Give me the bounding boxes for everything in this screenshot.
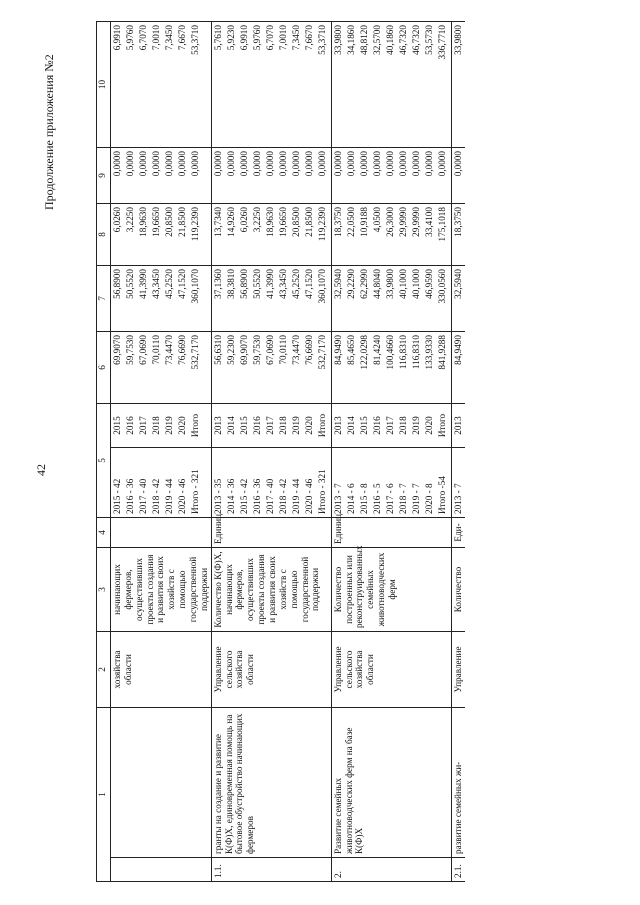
federal-amount: 43,3450 <box>277 269 288 299</box>
year: 2017 <box>384 416 395 435</box>
table-row <box>111 22 212 882</box>
total-amount: 59,7530 <box>251 335 262 365</box>
total-amount: 116,8310 <box>397 335 408 370</box>
year: 2018 <box>151 416 161 435</box>
year: 2013 <box>212 416 223 435</box>
other-amount: 48,8120 <box>358 25 369 55</box>
regional-amount: 21,8500 <box>303 207 314 237</box>
regional-amount: 119,2390 <box>190 207 200 242</box>
plan-value: 2020 - 46 <box>177 478 187 514</box>
year: 2016 <box>125 416 135 435</box>
col-header-7: 7 <box>97 266 111 332</box>
regional-amount: 26,3000 <box>384 207 395 237</box>
local-amount: 0,0000 <box>190 151 200 177</box>
page-number: 42 <box>34 464 48 476</box>
federal-amount: 29,2290 <box>345 269 356 299</box>
federal-amount: 45,2520 <box>290 269 301 299</box>
plan-value: 2019 - 44 <box>290 478 301 514</box>
rotated-table-wrapper <box>96 22 536 882</box>
local-amount: 0,0000 <box>112 151 122 177</box>
plan-value: 2014 - 6 <box>345 483 356 514</box>
regional-amount: 19,6650 <box>151 207 161 237</box>
local-amount: 0,0000 <box>290 151 301 177</box>
other-amount: 7,6670 <box>177 25 187 51</box>
other-amount: 5,9230 <box>225 25 236 51</box>
regional-amount: 14,9260 <box>225 207 236 237</box>
plan-value: 2018 - 7 <box>397 483 408 514</box>
year: 2013 <box>332 416 343 435</box>
item-number: 2.1. <box>451 858 464 882</box>
other-amount: 7,0010 <box>277 25 288 51</box>
total-amount: 532,7170 <box>316 335 327 370</box>
other-amount: 33,9800 <box>451 22 464 148</box>
year: 2019 <box>410 416 421 435</box>
col-header-10: 10 <box>97 22 111 148</box>
col-header-2: 2 <box>97 632 111 708</box>
col-header-4: 4 <box>97 518 111 548</box>
total-amount: 841,9288 <box>436 335 447 370</box>
col-header-5: 5 <box>97 404 111 518</box>
year: 2014 <box>225 416 236 435</box>
federal-amount: 40,1000 <box>397 269 408 299</box>
regional-amount: 19,6650 <box>277 207 288 237</box>
measure-name: Развитие семейных животноводческих ферм на базе К(Ф)Х <box>331 708 451 858</box>
total-amount: 84,9490 <box>332 335 343 365</box>
unit-cell: Единиц <box>331 518 451 548</box>
federal-amount: 360,1070 <box>316 269 327 304</box>
item-number: 1.1. <box>211 858 331 882</box>
total-amount: 73,4470 <box>164 335 174 365</box>
unit-cell: Еди- <box>451 518 464 548</box>
federal-amount: 45,2520 <box>164 269 174 299</box>
executor-cell: Управление сельского хозяйства области <box>211 632 331 708</box>
year: 2015 <box>358 416 369 435</box>
other-amount: 6,9910 <box>112 25 122 51</box>
appendix-continuation-note: Продолжение приложения №2 <box>42 54 56 210</box>
local-amount: 0,0000 <box>164 151 174 177</box>
year: 2020 <box>177 416 187 435</box>
local-amount: 0,0000 <box>345 151 356 177</box>
other-amount: 7,0010 <box>151 25 161 51</box>
local-amount: 0,0000 <box>423 151 434 177</box>
regional-amount: 18,3750 <box>332 207 343 237</box>
regional-amount: 10,9188 <box>358 207 369 237</box>
plan-value: 2017 - 6 <box>384 483 395 514</box>
local-amount: 0,0000 <box>410 151 421 177</box>
plan-value: 2019 - 7 <box>410 483 421 514</box>
table-row <box>211 22 331 882</box>
local-amount: 0,0000 <box>264 151 275 177</box>
plan-total: Итого -54 <box>436 476 447 514</box>
year-total: Итого <box>436 413 447 438</box>
total-amount: 532,7170 <box>190 335 200 370</box>
regional-amount: 3,2250 <box>125 207 135 233</box>
indicator-cell: Количество К(Ф)Х, начинающих фермеров, осуществивших проекты создания и развития своих хозяйств с помощью государственной поддержки <box>211 548 331 632</box>
federal-amount: 47,1520 <box>177 269 187 299</box>
plan-value: 2020 - 46 <box>303 478 314 514</box>
other-amount: 33,9800 <box>332 25 343 55</box>
regional-amount: 4,0500 <box>371 207 382 233</box>
other-amount: 7,3450 <box>290 25 301 51</box>
plan-total: Итого - 321 <box>316 469 327 514</box>
plan-value: 2020 - 8 <box>423 483 434 514</box>
other-amount: 7,6670 <box>303 25 314 51</box>
total-amount: 73,4470 <box>290 335 301 365</box>
local-amount: 0,0000 <box>436 151 447 177</box>
total-amount: 67,0690 <box>264 335 275 365</box>
measure-name: гранты на создание и развитие К(Ф)Х, единовременная помощь на бытовое обустройство начинающих фермеров <box>211 708 331 858</box>
other-amount: 5,9760 <box>251 25 262 51</box>
executor-cell: хозяйства области <box>111 632 212 708</box>
local-amount: 0,0000 <box>332 151 343 177</box>
total-amount: 84,9490 <box>451 332 464 404</box>
year: 2017 <box>138 416 148 435</box>
regional-amount: 20,8500 <box>164 207 174 237</box>
other-amount: 7,3450 <box>164 25 174 51</box>
regional-amount: 22,0500 <box>345 207 356 237</box>
unit-cell: Единиц <box>211 518 331 548</box>
plan-value: 2018 - 42 <box>151 478 161 514</box>
federal-amount: 56,8900 <box>112 269 122 299</box>
federal-amount: 62,2990 <box>358 269 369 299</box>
other-amount: 40,1860 <box>384 25 395 55</box>
measure-name: развитие семейных жи- <box>451 708 464 858</box>
other-amount: 6,7070 <box>138 25 148 51</box>
federal-amount: 32,5940 <box>451 266 464 332</box>
local-amount: 0,0000 <box>277 151 288 177</box>
year: 2016 <box>251 416 262 435</box>
plan-value: 2017 - 40 <box>138 478 148 514</box>
column-number-row <box>97 22 111 882</box>
local-amount: 0,0000 <box>371 151 382 177</box>
plan-value: 2015 - 42 <box>238 478 249 514</box>
total-amount: 116,8310 <box>410 335 421 370</box>
other-amount: 34,1860 <box>345 25 356 55</box>
col-header-3: 3 <box>97 548 111 632</box>
col-header-1: 1 <box>97 708 111 882</box>
other-amount: 53,3710 <box>190 25 200 55</box>
federal-amount: 47,1520 <box>303 269 314 299</box>
other-amount: 46,7320 <box>410 25 421 55</box>
regional-amount: 6,0260 <box>238 207 249 233</box>
executor-cell: Управление <box>451 632 464 708</box>
regional-amount: 18,3750 <box>451 204 464 266</box>
regional-amount: 6,0260 <box>112 207 122 233</box>
plan-value: 2018 - 42 <box>277 478 288 514</box>
total-amount: 81,4240 <box>371 335 382 365</box>
regional-amount: 3,2250 <box>251 207 262 233</box>
year: 2019 <box>290 416 301 435</box>
year: 2019 <box>164 416 174 435</box>
total-amount: 85,4650 <box>345 335 356 365</box>
col-header-6: 6 <box>97 332 111 404</box>
regional-amount: 33,4100 <box>423 207 434 237</box>
federal-amount: 38,3810 <box>225 269 236 299</box>
local-amount: 0,0000 <box>384 151 395 177</box>
plan-value: 2016 - 36 <box>125 478 135 514</box>
regional-amount: 20,8500 <box>290 207 301 237</box>
regional-amount: 175,1018 <box>436 207 447 242</box>
regional-amount: 18,9630 <box>264 207 275 237</box>
federal-amount: 37,1360 <box>212 269 223 299</box>
federal-amount: 44,8040 <box>371 269 382 299</box>
local-amount: 0,0000 <box>397 151 408 177</box>
regional-amount: 29,9990 <box>410 207 421 237</box>
other-amount: 53,5730 <box>423 25 434 55</box>
col-header-9: 9 <box>97 148 111 204</box>
regional-amount: 119,2390 <box>316 207 327 242</box>
regional-amount: 29,9990 <box>397 207 408 237</box>
local-amount: 0,0000 <box>177 151 187 177</box>
year-total: Итого <box>190 413 200 438</box>
regional-amount: 18,9630 <box>138 207 148 237</box>
year: 2017 <box>264 416 275 435</box>
federal-amount: 50,5520 <box>251 269 262 299</box>
local-amount: 0,0000 <box>225 151 236 177</box>
other-amount: 53,3710 <box>316 25 327 55</box>
table-row <box>451 22 464 882</box>
year: 2013 <box>451 404 464 448</box>
federal-amount: 330,0560 <box>436 269 447 304</box>
local-amount: 0,0000 <box>358 151 369 177</box>
local-amount: 0,0000 <box>212 151 223 177</box>
year: 2020 <box>423 416 434 435</box>
federal-amount: 56,8900 <box>238 269 249 299</box>
local-amount: 0,0000 <box>251 151 262 177</box>
total-amount: 56,6310 <box>212 335 223 365</box>
plan-value: 2019 - 44 <box>164 478 174 514</box>
local-amount: 0,0000 <box>451 148 464 204</box>
budget-table <box>96 21 465 882</box>
table-row <box>331 22 451 882</box>
indicator-cell: Количество построенных или реконструированных семейных животноводческих ферм <box>331 548 451 632</box>
year: 2016 <box>371 416 382 435</box>
total-amount: 59,2300 <box>225 335 236 365</box>
total-amount: 100,4660 <box>384 335 395 370</box>
other-amount: 46,7320 <box>397 25 408 55</box>
plan-value: 2015 - 8 <box>358 483 369 514</box>
year: 2018 <box>397 416 408 435</box>
total-amount: 133,9330 <box>423 335 434 370</box>
other-amount: 5,9760 <box>125 25 135 51</box>
local-amount: 0,0000 <box>151 151 161 177</box>
federal-amount: 43,3450 <box>151 269 161 299</box>
plan-value: 2013 - 35 <box>212 478 223 514</box>
federal-amount: 46,9590 <box>423 269 434 299</box>
plan-total: Итого - 321 <box>190 469 200 514</box>
year: 2020 <box>303 416 314 435</box>
local-amount: 0,0000 <box>238 151 249 177</box>
year-total: Итого <box>316 413 327 438</box>
item-number: 2. <box>331 858 451 882</box>
other-amount: 6,7070 <box>264 25 275 51</box>
plan-value: 2014 - 36 <box>225 478 236 514</box>
plan-value: 2017 - 40 <box>264 478 275 514</box>
federal-amount: 50,5520 <box>125 269 135 299</box>
local-amount: 0,0000 <box>316 151 327 177</box>
total-amount: 70,0110 <box>277 335 288 365</box>
plan-value: 2016 - 36 <box>251 478 262 514</box>
other-amount: 336,7710 <box>436 25 447 60</box>
federal-amount: 40,1000 <box>410 269 421 299</box>
total-amount: 122,0298 <box>358 335 369 370</box>
total-amount: 69,9070 <box>238 335 249 365</box>
total-amount: 67,0690 <box>138 335 148 365</box>
federal-amount: 41,3990 <box>264 269 275 299</box>
total-amount: 76,6690 <box>177 335 187 365</box>
plan-value: 2013 - 7 <box>332 483 343 514</box>
local-amount: 0,0000 <box>125 151 135 177</box>
regional-amount: 21,8500 <box>177 207 187 237</box>
plan-value: 2013 - 7 <box>451 448 464 518</box>
col-header-8: 8 <box>97 204 111 266</box>
total-amount: 70,0110 <box>151 335 161 365</box>
year: 2015 <box>238 416 249 435</box>
total-amount: 59,7530 <box>125 335 135 365</box>
year: 2014 <box>345 416 356 435</box>
total-amount: 69,9070 <box>112 335 122 365</box>
plan-value: 2016 - 5 <box>371 483 382 514</box>
plan-value: 2015 - 42 <box>112 478 122 514</box>
total-amount: 76,6690 <box>303 335 314 365</box>
executor-cell: Управление сельского хозяйства области <box>331 632 451 708</box>
federal-amount: 32,5940 <box>332 269 343 299</box>
local-amount: 0,0000 <box>138 151 148 177</box>
federal-amount: 33,9800 <box>384 269 395 299</box>
indicator-cell: Количество <box>451 548 464 632</box>
other-amount: 32,5700 <box>371 25 382 55</box>
year: 2018 <box>277 416 288 435</box>
indicator-cell: начинающих фермеров, осуществивших проекты создания и развития своих хозяйств с помощью государственной поддержки <box>111 548 212 632</box>
federal-amount: 360,1070 <box>190 269 200 304</box>
local-amount: 0,0000 <box>303 151 314 177</box>
federal-amount: 41,3990 <box>138 269 148 299</box>
other-amount: 5,7610 <box>212 25 223 51</box>
regional-amount: 13,7340 <box>212 207 223 237</box>
other-amount: 6,9910 <box>238 25 249 51</box>
year: 2015 <box>112 416 122 435</box>
